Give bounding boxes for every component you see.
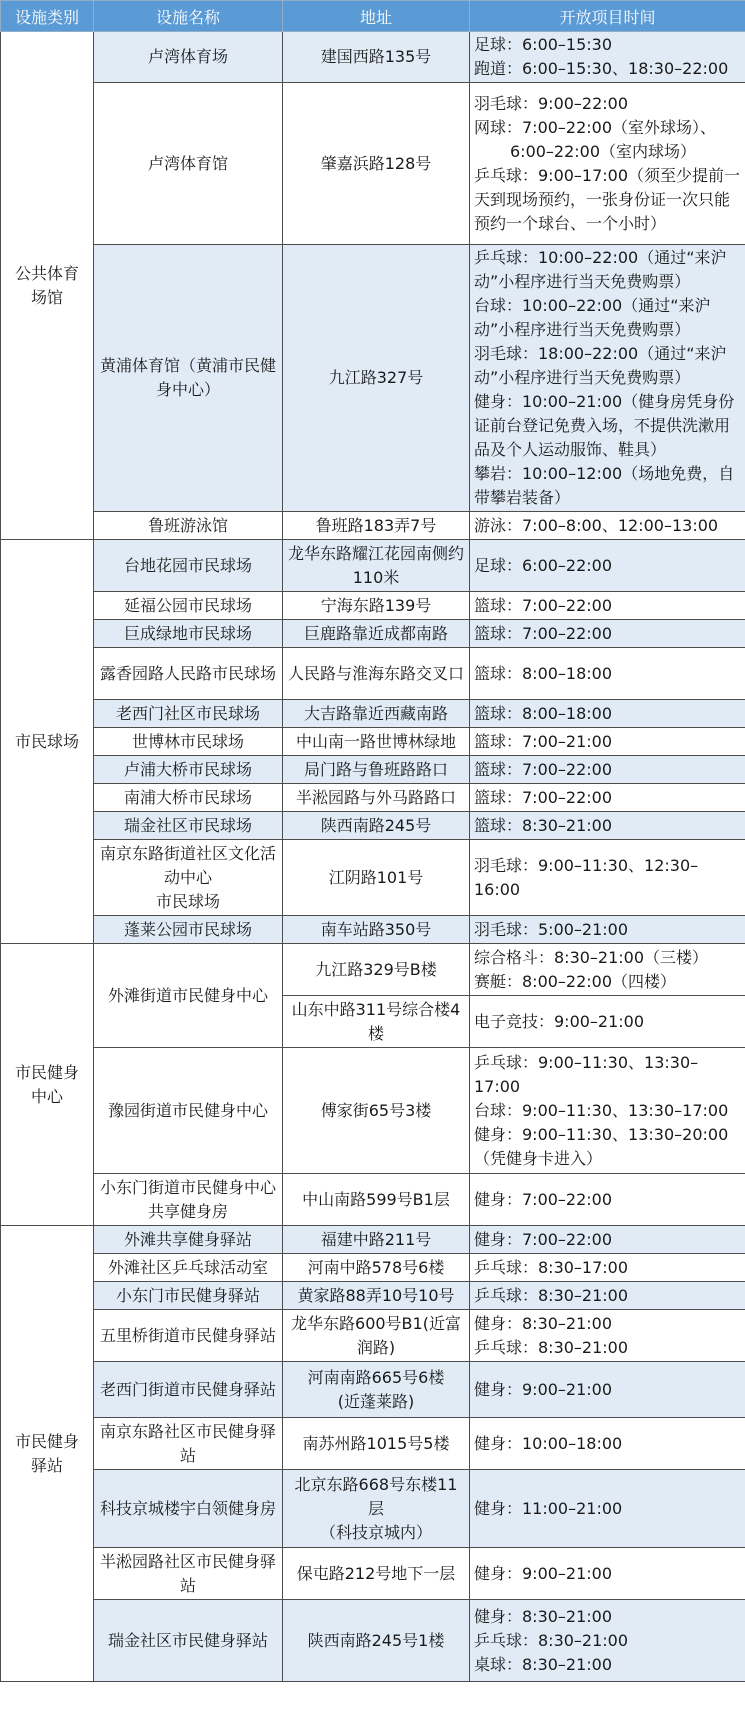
facility-address: 南车站路350号 — [283, 916, 470, 944]
facility-address: 山东中路311号综合楼4楼 — [283, 996, 470, 1048]
facility-address: 傅家街65号3楼 — [283, 1048, 470, 1174]
facility-name: 蓬莱公园市民球场 — [94, 916, 283, 944]
table-row — [1, 916, 745, 944]
facility-address: 局门路与鲁班路路口 — [283, 756, 470, 784]
facility-address: 福建中路211号 — [283, 1226, 470, 1254]
facility-address: 中山南一路世博林绿地 — [283, 728, 470, 756]
facility-hours: 篮球：7:00–22:00 — [470, 756, 745, 784]
category-cell — [1, 944, 94, 1226]
category-label: 公共体育 场馆 — [14, 263, 79, 307]
facility-name: 瑞金社区市民健身驿站 — [94, 1600, 283, 1682]
facility-address: 龙华东路耀江花园南侧约110米 — [283, 540, 470, 592]
facility-name: 鲁班游泳馆 — [94, 512, 283, 540]
header-category: 设施类别 — [1, 1, 94, 32]
facility-address: 半淞园路与外马路路口 — [283, 784, 470, 812]
table-row — [1, 592, 745, 620]
facility-address: 保屯路212号地下一层 — [283, 1548, 470, 1600]
category-cell — [1, 1226, 94, 1682]
category-cell — [1, 32, 94, 540]
facility-hours: 健身：7:00–22:00 — [470, 1226, 745, 1254]
facility-name: 南浦大桥市民球场 — [94, 784, 283, 812]
facility-hours: 羽毛球：9:00–22:00 网球：7:00–22:00（室外球场）、 6:00–22:00（室内球场） 乒乓球：9:00–17:00（须至少提前一天到现场预约，一张身份证一次只能预约一个球台、一个小时） — [470, 83, 745, 245]
facility-name: 豫园街道市民健身中心 — [94, 1048, 283, 1174]
facility-name: 小东门街道市民健身中心共享健身房 — [94, 1174, 283, 1226]
facility-address: 建国西路135号 — [283, 32, 470, 83]
facility-name: 外滩街道市民健身中心 — [94, 944, 283, 1048]
facility-hours: 健身：11:00–21:00 — [470, 1470, 745, 1548]
facility-name: 卢湾体育场 — [94, 32, 283, 83]
table-body — [1, 32, 745, 1682]
facility-name: 巨成绿地市民球场 — [94, 620, 283, 648]
table-row — [1, 1600, 745, 1682]
table-row — [1, 1362, 745, 1418]
facility-name: 黄浦体育馆（黄浦市民健身中心） — [94, 245, 283, 512]
header-hours: 开放项目时间 — [470, 1, 745, 32]
facility-address: 南苏州路1015号5楼 — [283, 1418, 470, 1470]
table-row — [1, 944, 745, 996]
facility-hours: 乒乓球：8:30–17:00 — [470, 1254, 745, 1282]
table-row — [1, 1310, 745, 1362]
facility-hours: 健身：10:00–18:00 — [470, 1418, 745, 1470]
table-row — [1, 32, 745, 83]
facility-address: 巨鹿路靠近成都南路 — [283, 620, 470, 648]
facility-address: 大吉路靠近西藏南路 — [283, 700, 470, 728]
table-row — [1, 245, 745, 512]
category-cell — [1, 540, 94, 944]
table-row — [1, 812, 745, 840]
facility-hours: 乒乓球：9:00–11:30、13:30–17:00 台球：9:00–11:30、13:30–17:00 健身：9:00–11:30、13:30–20:00（凭健身卡进入） — [470, 1048, 745, 1174]
category-label: 市民健身 中心 — [14, 1062, 79, 1106]
facility-address: 陕西南路245号 — [283, 812, 470, 840]
facility-name: 半淞园路社区市民健身驿站 — [94, 1548, 283, 1600]
facility-address: 河南南路665号6楼 (近蓬莱路) — [283, 1362, 470, 1418]
facility-name: 卢浦大桥市民球场 — [94, 756, 283, 784]
facility-name: 台地花园市民球场 — [94, 540, 283, 592]
table-row — [1, 840, 745, 916]
facility-name: 五里桥街道市民健身驿站 — [94, 1310, 283, 1362]
facility-name: 延福公园市民球场 — [94, 592, 283, 620]
header-name: 设施名称 — [94, 1, 283, 32]
facility-hours: 乒乓球：10:00–22:00（通过“来沪动”小程序进行当天免费购票） 台球：10:00–22:00（通过“来沪动”小程序进行当天免费购票） 羽毛球：18:00–22:00（通过“来沪动”小程序进行当天免费购票） 健身：10:00–21:00（健身房凭身份证前台登记免费入场，不提供洗漱用品及个人运动服饰、鞋具） 攀岩：10:00–12:00（场地免费，自带攀岩装备） — [470, 245, 745, 512]
facility-name: 小东门市民健身驿站 — [94, 1282, 283, 1310]
facility-name: 外滩共享健身驿站 — [94, 1226, 283, 1254]
facility-hours: 篮球：7:00–22:00 — [470, 784, 745, 812]
facility-address: 中山南路599号B1层 — [283, 1174, 470, 1226]
table-row — [1, 1174, 745, 1226]
category-label: 市民健身 驿站 — [14, 1431, 79, 1475]
facility-name: 外滩社区乒乓球活动室 — [94, 1254, 283, 1282]
facility-name: 瑞金社区市民球场 — [94, 812, 283, 840]
facility-hours: 篮球：7:00–22:00 — [470, 592, 745, 620]
table-row — [1, 1470, 745, 1548]
category-label: 市民球场 — [14, 731, 79, 751]
table-row — [1, 784, 745, 812]
facility-name: 老西门街道市民健身驿站 — [94, 1362, 283, 1418]
facility-address: 宁海东路139号 — [283, 592, 470, 620]
facility-address: 龙华东路600号B1(近富润路) — [283, 1310, 470, 1362]
facility-name: 南京东路街道社区文化活动中心 市民球场 — [94, 840, 283, 916]
facility-address: 人民路与淮海东路交叉口 — [283, 648, 470, 700]
table-row — [1, 1226, 745, 1254]
facility-address: 鲁班路183弄7号 — [283, 512, 470, 540]
facility-hours: 健身：8:30–21:00 乒乓球：8:30–21:00 — [470, 1310, 745, 1362]
table-row — [1, 756, 745, 784]
facility-address: 江阴路101号 — [283, 840, 470, 916]
facility-hours: 羽毛球：9:00–11:30、12:30–16:00 — [470, 840, 745, 916]
table-row — [1, 700, 745, 728]
facility-address: 九江路329号B楼 — [283, 944, 470, 996]
facility-name: 科技京城楼宇白领健身房 — [94, 1470, 283, 1548]
table-row — [1, 1048, 745, 1174]
facility-name: 世博林市民球场 — [94, 728, 283, 756]
facility-address: 肇嘉浜路128号 — [283, 83, 470, 245]
facility-name: 南京东路社区市民健身驿站 — [94, 1418, 283, 1470]
facility-hours: 足球：6:00–22:00 — [470, 540, 745, 592]
facility-hours: 篮球：7:00–22:00 — [470, 620, 745, 648]
facility-hours: 综合格斗：8:30–21:00（三楼） 赛艇：8:00–22:00（四楼） — [470, 944, 745, 996]
facility-hours: 健身：7:00–22:00 — [470, 1174, 745, 1226]
facility-hours: 游泳：7:00–8:00、12:00–13:00 — [470, 512, 745, 540]
facility-address: 陕西南路245号1楼 — [283, 1600, 470, 1682]
table-row — [1, 1282, 745, 1310]
facility-hours: 篮球：8:00–18:00 — [470, 648, 745, 700]
facility-name: 卢湾体育馆 — [94, 83, 283, 245]
facility-address: 北京东路668号东楼11层 （科技京城内） — [283, 1470, 470, 1548]
facility-address: 河南中路578号6楼 — [283, 1254, 470, 1282]
facility-hours: 健身：9:00–21:00 — [470, 1362, 745, 1418]
table-row — [1, 540, 745, 592]
table-header-row — [1, 1, 745, 32]
table-row — [1, 83, 745, 245]
facility-hours: 篮球：7:00–21:00 — [470, 728, 745, 756]
facility-name: 老西门社区市民球场 — [94, 700, 283, 728]
facility-hours: 篮球：8:30–21:00 — [470, 812, 745, 840]
facility-hours: 篮球：8:00–18:00 — [470, 700, 745, 728]
facility-address: 九江路327号 — [283, 245, 470, 512]
table-row — [1, 1254, 745, 1282]
facility-hours: 健身：8:30–21:00 乒乓球：8:30–21:00 桌球：8:30–21:00 — [470, 1600, 745, 1682]
table-row — [1, 648, 745, 700]
table-row — [1, 728, 745, 756]
facility-hours: 健身：9:00–21:00 — [470, 1548, 745, 1600]
facility-hours: 羽毛球：5:00–21:00 — [470, 916, 745, 944]
table-row — [1, 620, 745, 648]
table-row — [1, 1548, 745, 1600]
facility-name: 露香园路人民路市民球场 — [94, 648, 283, 700]
facility-address: 黄家路88弄10号10号 — [283, 1282, 470, 1310]
header-address: 地址 — [283, 1, 470, 32]
table-row — [1, 1418, 745, 1470]
facility-hours: 乒乓球：8:30–21:00 — [470, 1282, 745, 1310]
facility-hours: 足球：6:00–15:30 跑道：6:00–15:30、18:30–22:00 — [470, 32, 745, 83]
table-row — [1, 512, 745, 540]
facility-hours: 电子竞技：9:00–21:00 — [470, 996, 745, 1048]
